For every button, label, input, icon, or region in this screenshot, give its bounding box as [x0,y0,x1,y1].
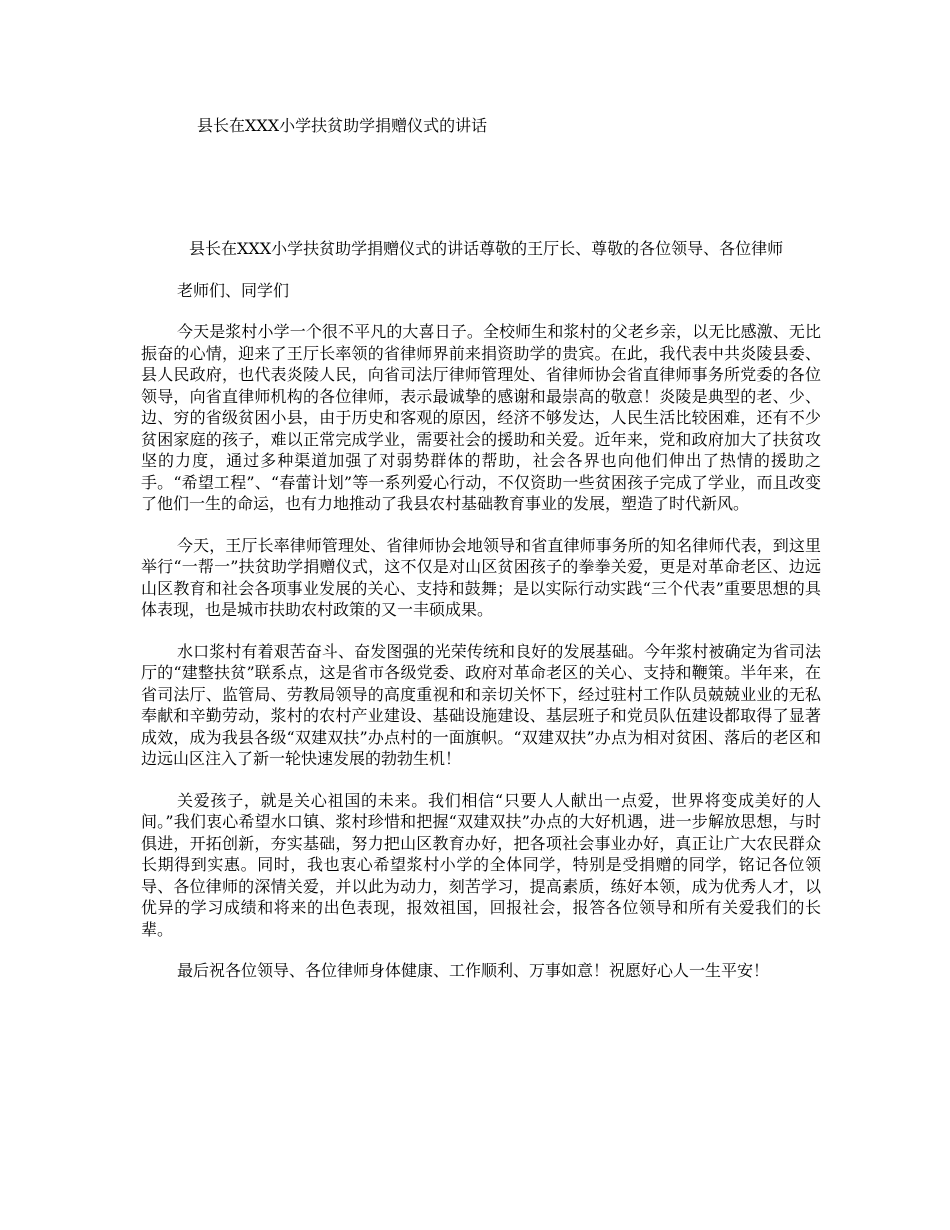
body-paragraph: 关爱孩子，就是关心祖国的未来。我们相信“只要人人献出一点爱，世界将变成美好的人间。”我们衷心希望水口镇、浆村珍惜和把握“双建双扶”办点的大好机遇，进一步解放思想，与时俱进，开拓创新，夯实基础，努力把山区教育办好，把各项社会事业办好，真正让广大农民群众长期得到实惠。同时，我也衷心希望浆村小学的全体同学，特别是受捐赠的同学，铭记各位领导、各位律师的深情关爱，并以此为动力，刻苦学习，提高素质，练好本领，成为优秀人才，以优异的学习成绩和将来的出色表现，报效祖国，回报社会，报答各位领导和所有关爱我们的长辈。 [141,790,821,939]
salutation-paragraph: 老师们、同学们 [177,280,290,300]
body-paragraph: 水口浆村有着艰苦奋斗、奋发图强的光荣传统和良好的发展基础。今年浆村被确定为省司法厅的“建整扶贫”联系点，这是省市各级党委、政府对革命老区的关心、支持和鞭策。半年来，在省司法厅、监管局、劳教局领导的高度重视和和亲切关怀下，经过驻村工作队员兢兢业业的无私奉献和辛勤劳动，浆村的农村产业建设、基础设施建设、基层班子和党员队伍建设都取得了显著成效，成为我县各级“双建双扶”办点村的一面旗帜。“双建双扶”办点为相对贫困、落后的老区和边远山区注入了新一轮快速发展的勃勃生机！ [141,641,821,768]
document-body [141,238,821,1002]
closing-paragraph: 最后祝各位领导、各位律师身体健康、工作顺利、万事如意！祝愿好心人一生平安！ [177,961,770,980]
document-title: 县长在XXX小学扶贫助学捐赠仪式的讲话 [197,116,488,135]
body-paragraph: 今天是浆村小学一个很不平凡的大喜日子。全校师生和浆村的父老乡亲，以无比感激、无比振奋的心情，迎来了王厅长率领的省律师界前来捐资助学的贵宾。在此，我代表中共炎陵县委、县人民政府，也代表炎陵人民，向省司法厅律师管理处、省律师协会省直律师事务所党委的各位领导，向省直律师机构的各位律师，表示最诚挚的感谢和最崇高的敬意！炎陵是典型的老、少、边、穷的省级贫困小县，由于历史和客观的原因，经济不够发达，人民生活比较困难，还有不少贫困家庭的孩子，难以正常完成学业，需要社会的援助和关爱。近年来，党和政府加大了扶贫攻坚的力度，通过多种渠道加强了对弱势群体的帮助，社会各界也向他们伸出了热情的援助之手。“希望工程”、“春蕾计划”等一系列爱心行动，不仅资助一些贫困孩子完成了学业，而且改变了他们一生的命运，也有力地推动了我县农村基础教育事业的发展，塑造了时代新风。 [141,322,821,513]
body-paragraph: 今天，王厅长率律师管理处、省律师协会地领导和省直律师事务所的知名律师代表，到这里举行“一帮一”扶贫助学捐赠仪式，这不仅是对山区贫困孩子的拳拳关爱，更是对革命老区、边远山区教育和社会各项事业发展的关心、支持和鼓舞；是以实际行动实践“三个代表”重要思想的具体表现，也是城市扶助农村政策的又一丰硕成果。 [141,535,821,619]
speech-heading-paragraph: 县长在XXX小学扶贫助学捐赠仪式的讲话尊敬的王厅长、尊敬的各位领导、各位律师 [189,239,784,258]
